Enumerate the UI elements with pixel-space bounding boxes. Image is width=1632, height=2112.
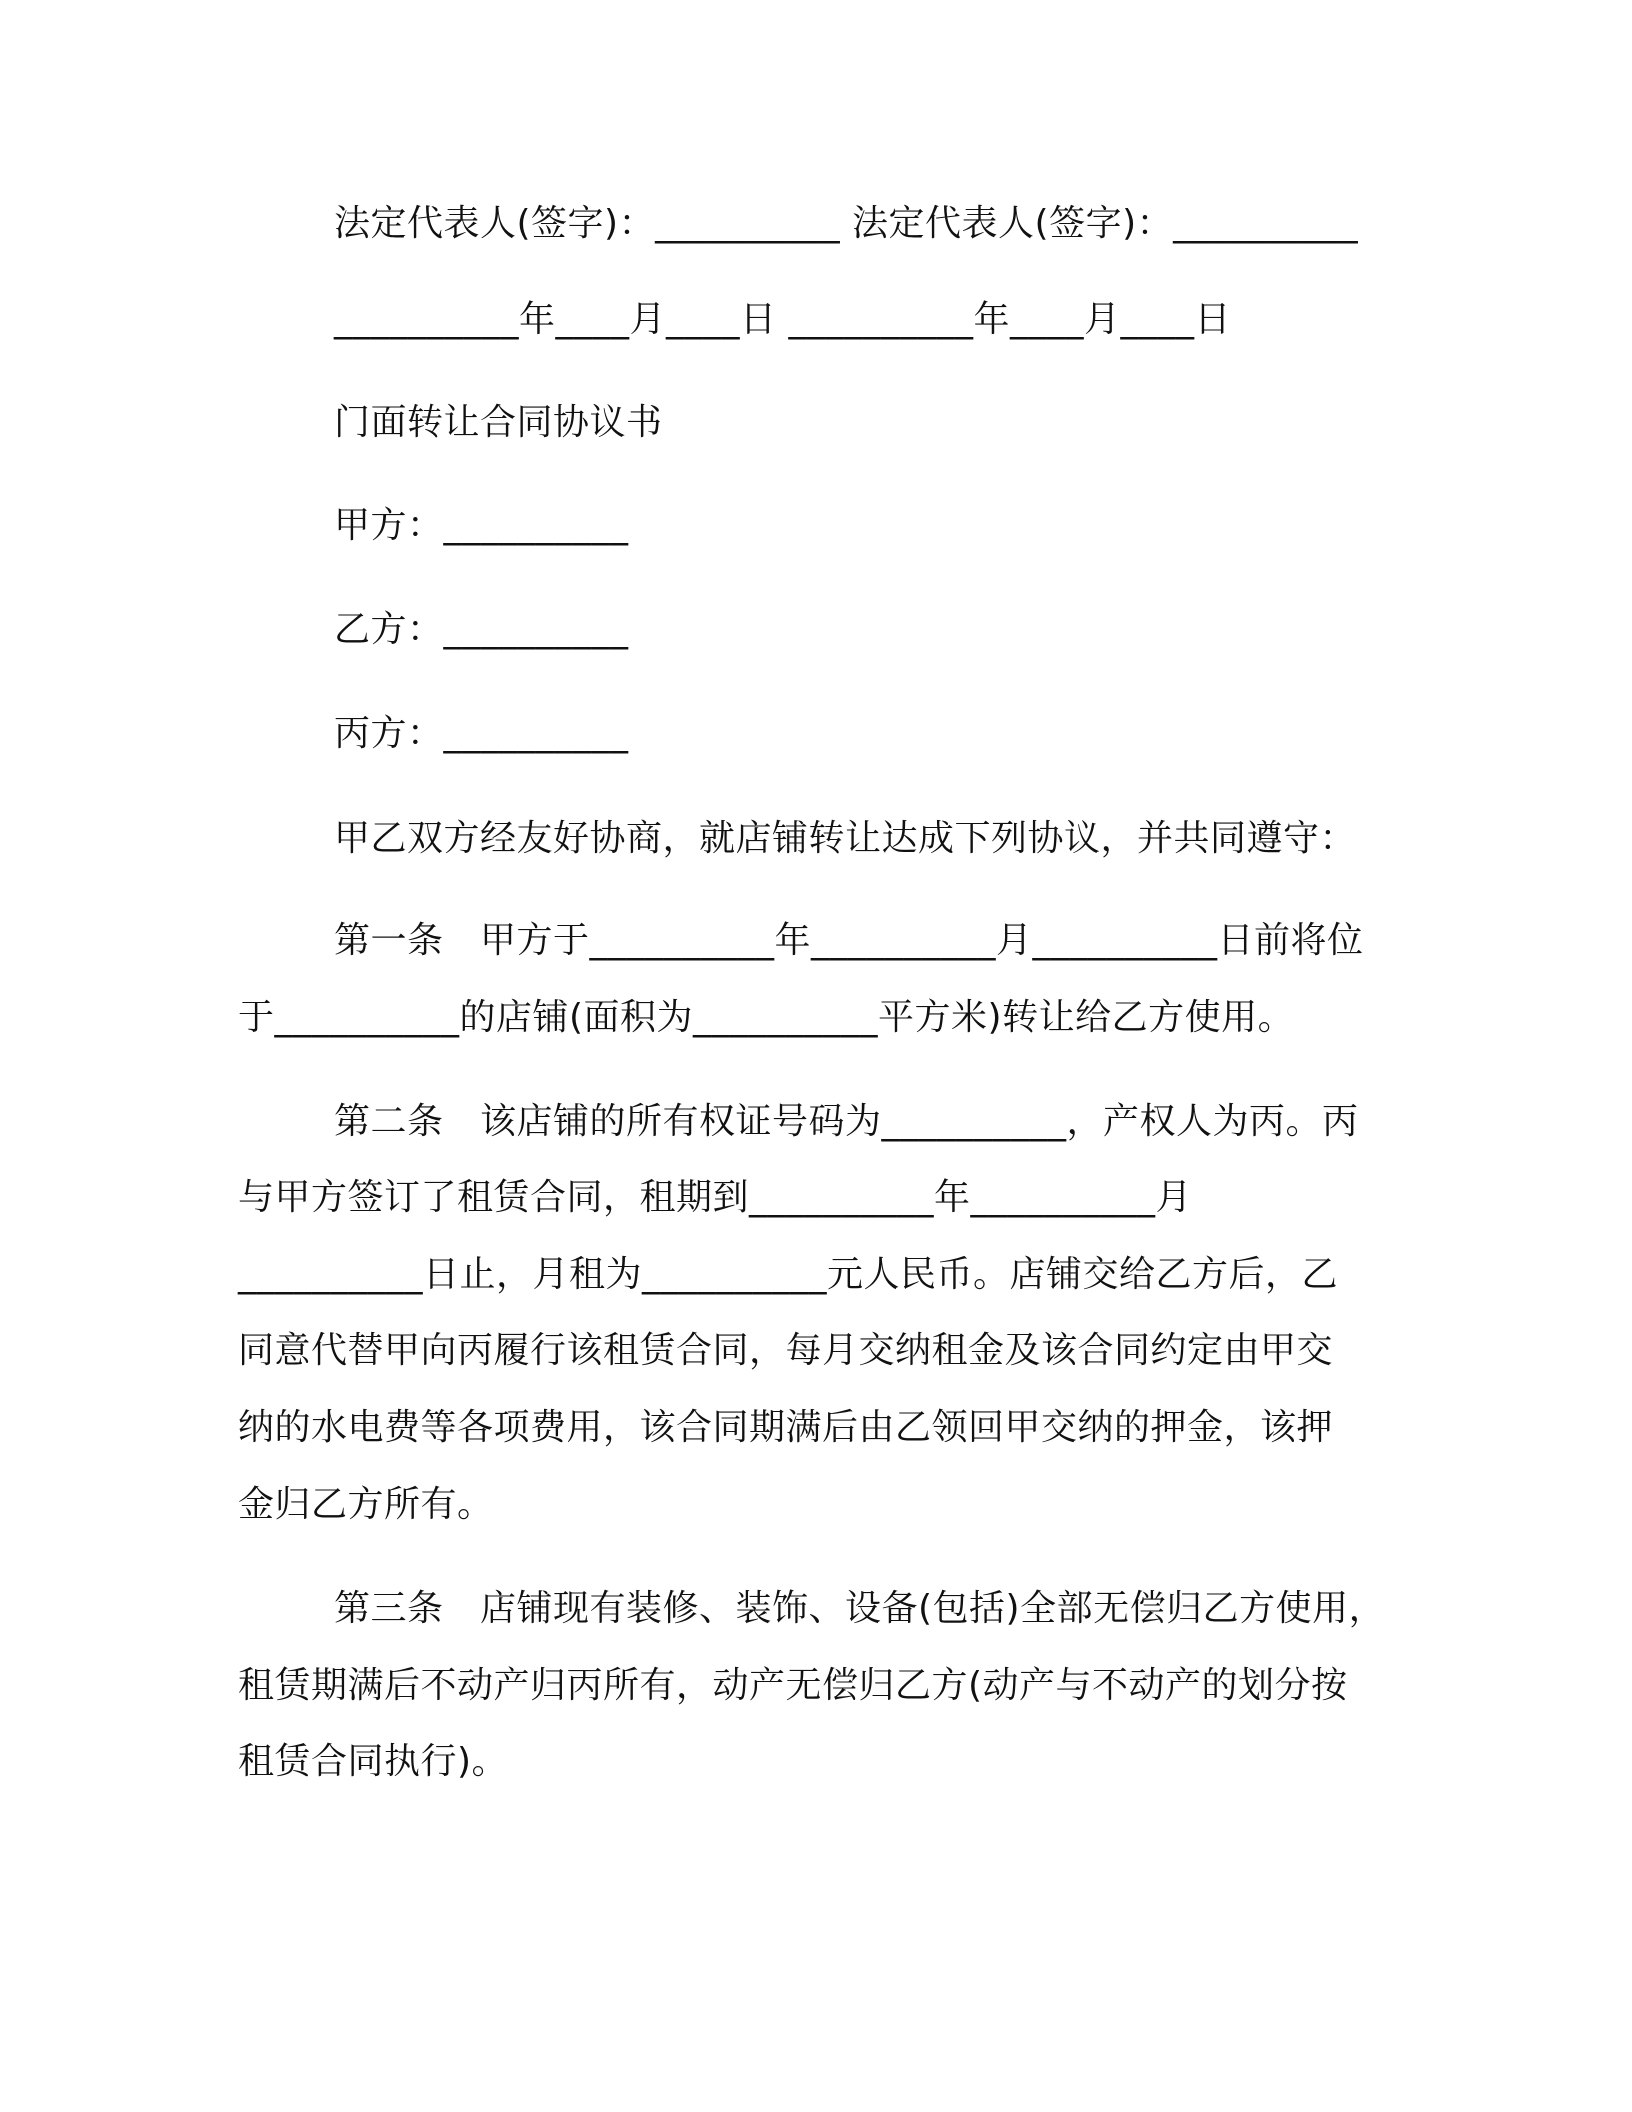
- article-1-line-2: 于__________的店铺(面积为__________平方米)转让给乙方使用。: [238, 997, 1295, 1038]
- date-line: __________年____月____日 __________年____月____日: [334, 299, 1231, 340]
- article-2-line-1: 第二条 该店铺的所有权证号码为__________，产权人为丙。丙: [334, 1101, 1359, 1142]
- article-2-line-3: __________日止，月租为__________元人民币。店铺交给乙方后，乙: [238, 1254, 1339, 1295]
- article-2-line-5: 纳的水电费等各项费用，该合同期满后由乙领回甲交纳的押金，该押: [238, 1407, 1334, 1448]
- article-3-line-1: 第三条 店铺现有装修、装饰、设备(包括)全部无偿归乙方使用，: [334, 1588, 1386, 1629]
- document-title: 门面转让合同协议书: [334, 402, 663, 443]
- party-c-line: 丙方：__________: [334, 713, 629, 754]
- article-2-line-4: 同意代替甲向丙履行该租赁合同，每月交纳租金及该合同约定由甲交: [238, 1330, 1334, 1371]
- article-3-line-2: 租赁期满后不动产归丙所有，动产无偿归乙方(动产与不动产的划分按: [238, 1665, 1348, 1706]
- article-1-line-1: 第一条 甲方于__________年__________月__________日前将位: [334, 920, 1364, 961]
- signature-line: 法定代表人(签字)：__________ 法定代表人(签字)：__________: [334, 203, 1359, 244]
- preamble-line: 甲乙双方经友好协商，就店铺转让达成下列协议，并共同遵守：: [334, 818, 1357, 859]
- article-3-line-3: 租赁合同执行)。: [238, 1741, 509, 1782]
- party-a-line: 甲方：__________: [334, 505, 629, 546]
- article-2-line-6: 金归乙方所有。: [238, 1484, 494, 1525]
- party-b-line: 乙方：__________: [334, 609, 629, 650]
- article-2-line-2: 与甲方签订了租赁合同，租期到__________年__________月: [238, 1177, 1193, 1218]
